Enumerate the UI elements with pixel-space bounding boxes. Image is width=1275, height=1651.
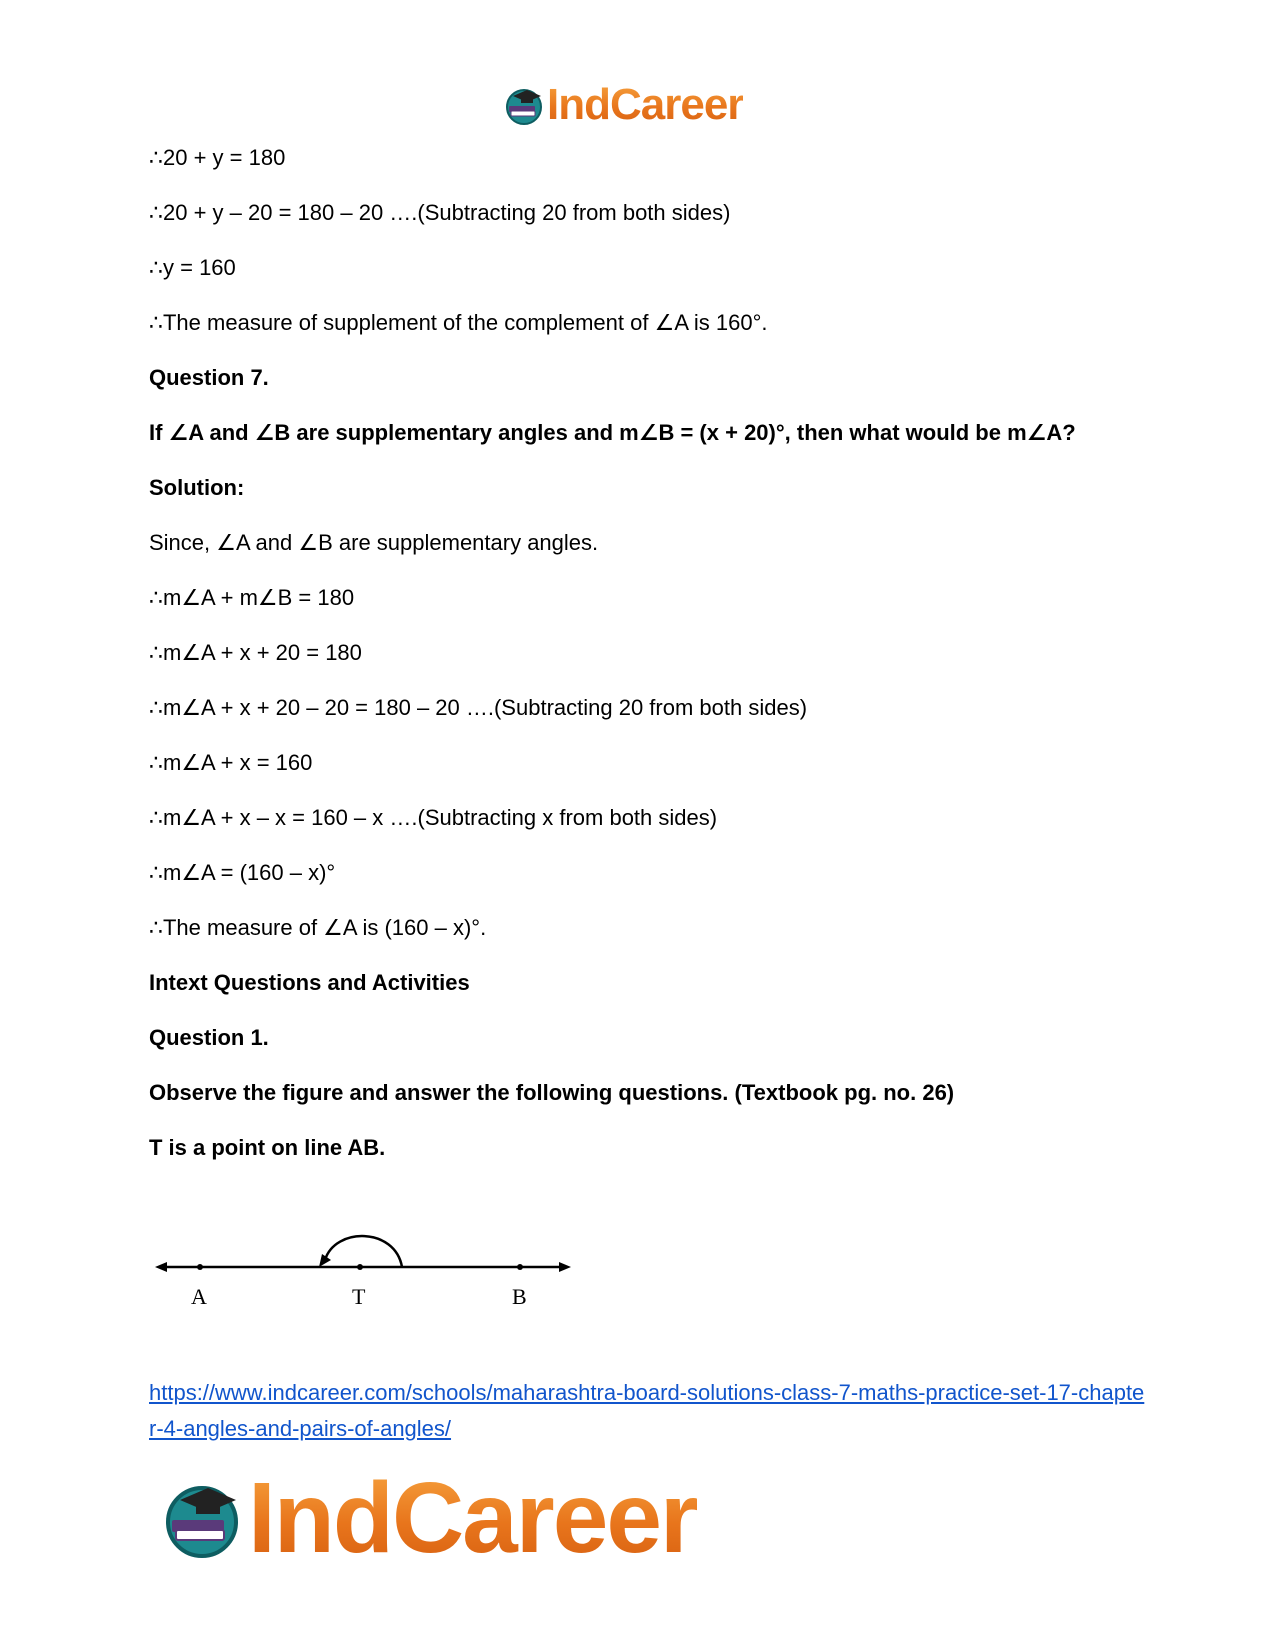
heading-line: Solution: (149, 475, 245, 500)
point-a (197, 1264, 203, 1270)
text-line: ∴m∠A = (160 – x)° (149, 860, 336, 885)
text-line: ∴m∠A + x + 20 = 180 (149, 640, 362, 665)
heading-line: Question 1. (149, 1025, 269, 1050)
text-line: ∴The measure of supplement of the complement of ∠A is 160°. (149, 310, 768, 335)
brand-wordmark: IndCareer (248, 1462, 697, 1574)
label-a: A (191, 1284, 207, 1309)
footer-logo (160, 1463, 697, 1573)
label-t: T (352, 1284, 366, 1309)
text-line: ∴20 + y – 20 = 180 – 20 ….(Subtracting 20 from both sides) (149, 200, 731, 225)
arc-arrowhead (319, 1254, 331, 1267)
graduation-globe-icon (160, 1476, 244, 1560)
heading-line: If ∠A and ∠B are supplementary angles and m∠B = (x + 20)°, then what would be m∠A? (149, 420, 1076, 445)
left-arrowhead (155, 1262, 167, 1272)
heading-line: Intext Questions and Activities (149, 970, 470, 995)
heading-line: Question 7. (149, 365, 269, 390)
text-line: ∴m∠A + x = 160 (149, 750, 313, 775)
brand-wordmark: IndCareer (547, 80, 744, 129)
text-line: ∴The measure of ∠A is (160 – x)°. (149, 915, 487, 940)
text-line: ∴20 + y = 180 (149, 145, 286, 170)
heading-line: Observe the figure and answer the following questions. (Textbook pg. no. 26) (149, 1080, 955, 1105)
source-link[interactable]: https://www.indcareer.com/schools/maharashtra-board-solutions-class-7-maths-practice-set-17-chapter-4-angles-and-pairs-of-angles/ (149, 1380, 1145, 1441)
header-logo (503, 80, 743, 130)
line-ab-figure (155, 1232, 605, 1322)
point-t (357, 1264, 363, 1270)
graduation-globe-icon (503, 84, 545, 126)
label-b: B (512, 1284, 527, 1309)
text-line: ∴m∠A + m∠B = 180 (149, 585, 355, 610)
document-body (149, 143, 1139, 1188)
angle-arc (325, 1236, 402, 1267)
point-b (517, 1264, 523, 1270)
text-line: ∴y = 160 (149, 255, 236, 280)
text-line: ∴m∠A + x – x = 160 – x ….(Subtracting x from both sides) (149, 805, 718, 830)
text-line: ∴m∠A + x + 20 – 20 = 180 – 20 ….(Subtracting 20 from both sides) (149, 695, 808, 720)
text-line: Since, ∠A and ∠B are supplementary angles. (149, 530, 599, 555)
right-arrowhead (559, 1262, 571, 1272)
heading-line: T is a point on line AB. (149, 1135, 386, 1160)
